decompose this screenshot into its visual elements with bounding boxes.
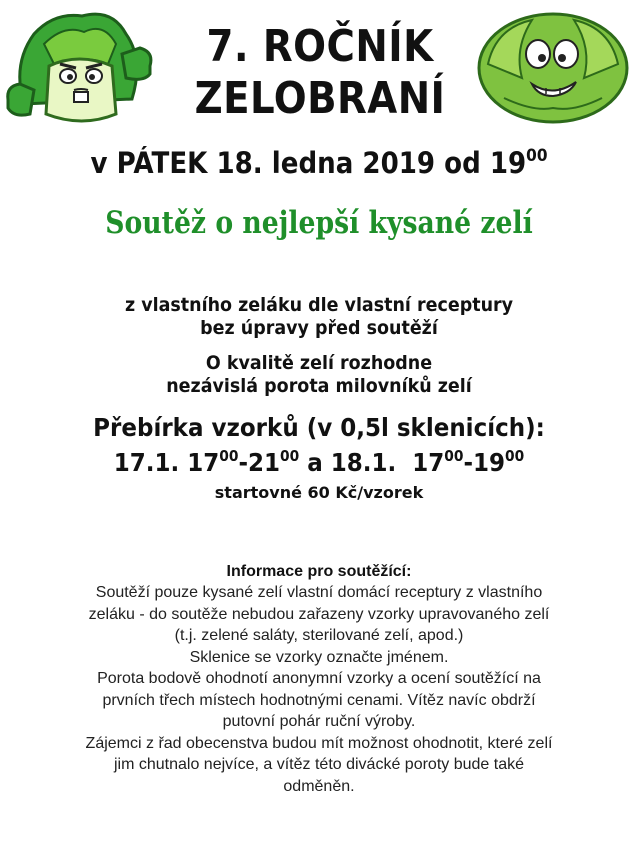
info-line: zeláku - do soutěže nebudou zařazeny vzorky upravovaného zelí (88, 605, 550, 623)
info-body (10, 582, 628, 797)
sample-time-dash: -19 (463, 448, 506, 477)
sample-collection-title: Přebírka vzorků (v 0,5l sklenicích): (93, 413, 545, 442)
info-line: putovní pohár ruční výroby. (222, 713, 416, 730)
sample-day-2: a 18.1. 17 (299, 448, 445, 477)
contest-rule: nezávislá porota milovníků zelí (166, 375, 472, 397)
contest-rule: z vlastního zeláku dle vlastní receptury (124, 294, 514, 316)
sample-time-sup: 00 (444, 447, 464, 465)
sample-time-sup: 00 (280, 447, 300, 465)
event-date-text: v PÁTEK 18. ledna 2019 od 19 (90, 146, 527, 180)
bok-choy-mascot-icon (4, 4, 154, 132)
info-heading: Informace pro soutěžící: (226, 563, 412, 580)
sample-time-sup: 00 (505, 447, 525, 465)
event-date-minutes: 00 (526, 146, 548, 166)
cabbage-mascot-icon (474, 8, 632, 126)
sample-day-1: 17.1. 17 (113, 448, 220, 477)
event-title-line-1: 7. ROČNÍK (206, 21, 434, 72)
info-line: jim chutnalo nejvíce, a vítěz této divácké poroty bude také (113, 756, 524, 773)
info-line: Porota bodově ohodnotí anonymní vzorky a ocení soutěžící na (97, 670, 541, 687)
entry-fee: startovné 60 Kč/vzorek (214, 483, 424, 502)
contest-rule: O kvalitě zelí rozhodne (205, 352, 433, 374)
info-line: Sklenice se vzorky označte jménem. (189, 648, 449, 666)
info-line: (t.j. zelené saláty, sterilované zelí, apod.) (174, 627, 464, 644)
info-line: prvních třech místech hodnotnými cenami. Vítěz navíc obdrží (102, 691, 536, 709)
event-title-line-2: ZELOBRANÍ (194, 73, 446, 124)
info-line: Soutěží pouze kysané zelí vlastní domácí receptury z vlastního (95, 584, 543, 601)
sample-time-dash: -21 (238, 448, 281, 477)
event-date (32, 138, 606, 181)
sample-time-sup: 00 (219, 447, 239, 465)
contest-title: Soutěž o nejlepší kysané zelí (105, 205, 533, 241)
contest-rule: bez úpravy před soutěží (200, 317, 438, 339)
sample-collection-times (26, 441, 613, 478)
info-line: odměněn. (283, 777, 355, 795)
info-line: Zájemci z řad obecenstva budou mít možnost ohodnotit, které zelí (85, 734, 553, 752)
